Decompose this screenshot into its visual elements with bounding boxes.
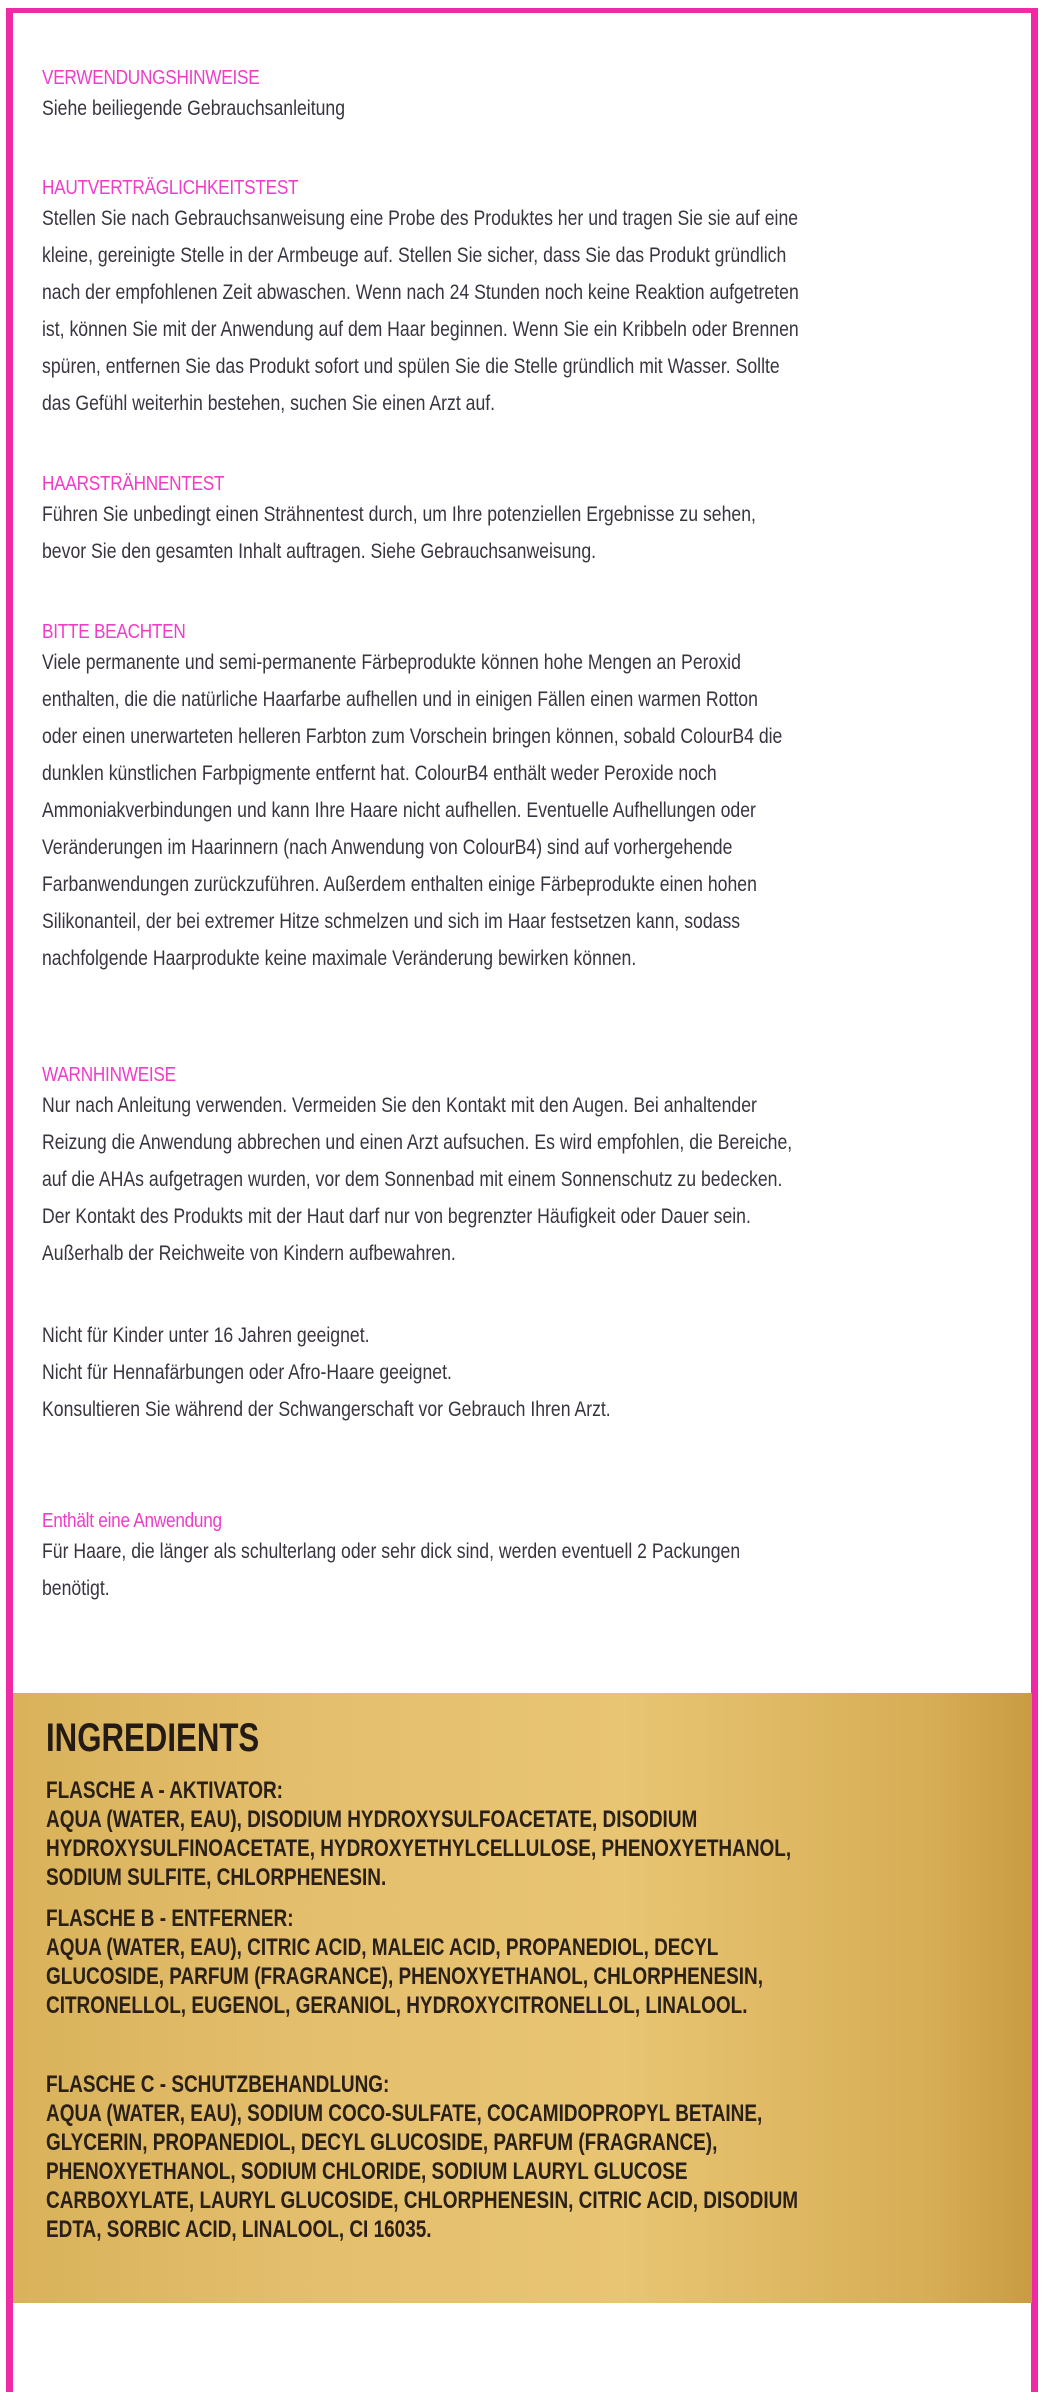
ingredient-line: EDTA, SORBIC ACID, LINALOOL, CI 16035. [46, 2216, 432, 2243]
section-line: benötigt. [42, 1577, 110, 1600]
section-haarstraehnentest [42, 472, 1002, 570]
ingredient-line: HYDROXYSULFINOACETATE, HYDROXYETHYLCELLULOSE, PHENOXYETHANOL, [46, 1835, 792, 1862]
section-line: kleine, gereinigte Stelle in der Armbeuge auf. Stellen Sie sicher, dass Sie das Produkt gründlich [42, 244, 787, 267]
section-line: Konsultieren Sie während der Schwangerschaft vor Gebrauch Ihren Arzt. [42, 1398, 611, 1421]
section-age-warnings [42, 1317, 1002, 1428]
section-line: ist, können Sie mit der Anwendung auf dem Haar beginnen. Wenn Sie ein Kribbeln oder Brennen [42, 318, 799, 341]
section-heading: VERWENDUNGSHINWEISE [42, 67, 260, 89]
section-heading: Enthält eine Anwendung [42, 1510, 222, 1532]
section-line: Führen Sie unbedingt einen Strähnentest durch, um Ihre potenziellen Ergebnisse zu sehen, [42, 503, 756, 526]
section-line: Nur nach Anleitung verwenden. Vermeiden Sie den Kontakt mit den Augen. Bei anhaltender [42, 1094, 757, 1117]
section-line: spüren, entfernen Sie das Produkt sofort und spülen Sie die Stelle gründlich mit Wasser. Sollte [42, 355, 780, 378]
section-bitte-beachten [42, 620, 1002, 977]
section-line: Nicht für Kinder unter 16 Jahren geeignet. [42, 1324, 370, 1347]
section-line: Silikonanteil, der bei extremer Hitze schmelzen und sich im Haar festsetzen kann, sodass [42, 910, 741, 933]
section-line: oder einen unerwarteten helleren Farbton zum Vorschein bringen können, sobald ColourB4 die [42, 725, 783, 748]
ingredient-line: CARBOXYLATE, LAURYL GLUCOSIDE, CHLORPHENESIN, CITRIC ACID, DISODIUM [46, 2187, 799, 2214]
section-line: Reizung die Anwendung abbrechen und einen Arzt aufsuchen. Es wird empfohlen, die Bereiche, [42, 1131, 793, 1154]
ingredient-line: AQUA (WATER, EAU), SODIUM COCO-SULFATE, COCAMIDOPROPYL BETAINE, [46, 2100, 763, 2127]
section-line: Stellen Sie nach Gebrauchsanweisung eine Probe des Produktes her und tragen Sie sie auf eine [42, 207, 799, 230]
section-warnhinweise [42, 1063, 1002, 1272]
section-enthaelt-eine-anwendung [42, 1509, 1002, 1607]
ingredient-line: AQUA (WATER, EAU), DISODIUM HYDROXYSULFOACETATE, DISODIUM [46, 1806, 698, 1833]
section-heading: HAARSTRÄHNENTEST [42, 473, 225, 495]
ingredient-group-label: FLASCHE A - AKTIVATOR: [46, 1777, 283, 1804]
section-heading: BITTE BEACHTEN [42, 621, 186, 643]
section-line: dunklen künstlichen Farbpigmente entfernt hat. ColourB4 enthält weder Peroxide noch [42, 762, 717, 785]
section-heading: HAUTVERTRÄGLICHKEITSTEST [42, 177, 299, 199]
ingredient-group-label: FLASCHE B - ENTFERNER: [46, 1905, 294, 1932]
section-line: nach der empfohlenen Zeit abwaschen. Wenn nach 24 Stunden noch keine Reaktion aufgetreten [42, 281, 799, 304]
section-line: auf die AHAs aufgetragen wurden, vor dem Sonnenbad mit einem Sonnenschutz zu bedecken. [42, 1168, 783, 1191]
ingredient-line: SODIUM SULFITE, CHLORPHENESIN. [46, 1864, 387, 1891]
section-line: Außerhalb der Reichweite von Kindern aufbewahren. [42, 1242, 456, 1265]
section-line: bevor Sie den gesamten Inhalt auftragen. Siehe Gebrauchsanweisung. [42, 540, 597, 563]
section-line: Ammoniakverbindungen und kann Ihre Haare nicht aufhellen. Eventuelle Aufhellungen oder [42, 799, 756, 822]
ingredient-line: GLYCERIN, PROPANEDIOL, DECYL GLUCOSIDE, PARFUM (FRAGRANCE), [46, 2129, 718, 2156]
section-line: enthalten, die die natürliche Haarfarbe aufhellen und in einigen Fällen einen warmen Rotton [42, 688, 758, 711]
ingredient-line: AQUA (WATER, EAU), CITRIC ACID, MALEIC ACID, PROPANEDIOL, DECYL [46, 1934, 719, 1961]
section-heading: WARNHINWEISE [42, 1064, 176, 1086]
section-line: Siehe beiliegende Gebrauchsanleitung [42, 97, 346, 120]
section-hautvertraeglichkeitstest [42, 176, 1002, 422]
section-line: Viele permanente und semi-permanente Färbeprodukte können hohe Mengen an Peroxid [42, 651, 741, 674]
section-line: Veränderungen im Haarinnern (nach Anwendung von ColourB4) sind auf vorhergehende [42, 836, 733, 859]
section-line: Für Haare, die länger als schulterlang oder sehr dick sind, werden eventuell 2 Packungen [42, 1540, 741, 1563]
section-line: Nicht für Hennafärbungen oder Afro-Haare geeignet. [42, 1361, 452, 1384]
ingredient-line: CITRONELLOL, EUGENOL, GERANIOL, HYDROXYCITRONELLOL, LINALOOL. [46, 1992, 748, 2019]
section-line: Farbanwendungen zurückzuführen. Außerdem enthalten einige Färbeprodukte einen hohen [42, 873, 757, 896]
section-line: das Gefühl weiterhin bestehen, suchen Sie einen Arzt auf. [42, 392, 496, 415]
ingredients-title: INGREDIENTS [46, 1716, 260, 1760]
ingredient-group-label: FLASCHE C - SCHUTZBEHANDLUNG: [46, 2071, 390, 2098]
ingredient-line: PHENOXYETHANOL, SODIUM CHLORIDE, SODIUM LAURYL GLUCOSE [46, 2158, 688, 2185]
ingredient-line: GLUCOSIDE, PARFUM (FRAGRANCE), PHENOXYETHANOL, CHLORPHENESIN, [46, 1963, 763, 1990]
section-line: nachfolgende Haarprodukte keine maximale Veränderung bewirken können. [42, 947, 637, 970]
section-verwendungshinweise [42, 66, 1002, 127]
section-line: Der Kontakt des Produkts mit der Haut darf nur von begrenzter Häufigkeit oder Dauer sein. [42, 1205, 751, 1228]
